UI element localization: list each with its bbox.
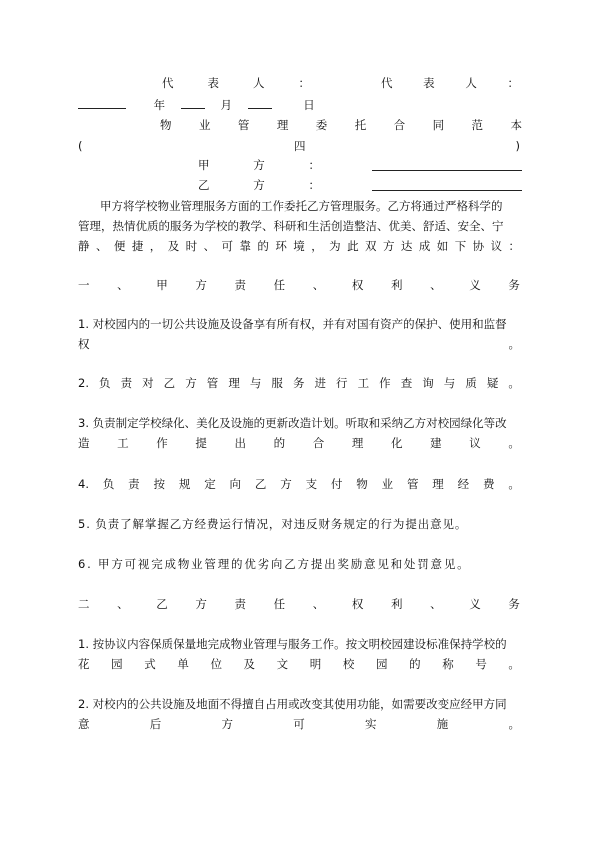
text-char: ： <box>507 76 519 90</box>
text-char: 一 <box>78 278 90 292</box>
text-char: 2. <box>78 376 89 390</box>
text-char: 花 <box>78 657 90 671</box>
text-char: 乙 <box>156 597 168 611</box>
text-char: 方 <box>382 239 395 253</box>
text-char: 务 <box>292 376 305 390</box>
text-char: 委 <box>315 118 328 132</box>
text-char: ： <box>508 239 520 253</box>
text-char: 行 <box>336 376 348 390</box>
month-label: 月 <box>220 98 232 112</box>
text-char: 号 <box>475 657 487 671</box>
text-char: 化 <box>391 436 403 450</box>
s2-item2-line2 <box>78 716 520 732</box>
text-char: 方 <box>195 278 207 292</box>
text-char: 双 <box>365 239 377 253</box>
text-char: 责 <box>128 477 140 491</box>
text-char: 、 <box>203 239 216 253</box>
text-char: 达 <box>400 239 413 253</box>
text-char: 。 <box>508 436 520 450</box>
text-char: 理 <box>351 436 364 450</box>
text-char: 甲 <box>156 278 168 292</box>
representative-left <box>162 75 310 91</box>
text-char: 查 <box>400 376 413 390</box>
text-char: 管 <box>406 477 419 491</box>
subtitle-number: 四 <box>294 139 306 153</box>
section-2-heading <box>78 596 520 612</box>
text-char: 利 <box>391 278 403 292</box>
text-char: 责 <box>120 376 133 390</box>
text-char: 、 <box>117 597 129 611</box>
day-blank <box>248 96 272 109</box>
text-char: 表 <box>207 76 219 90</box>
text-char: 施 <box>436 717 449 731</box>
text-char: 利 <box>391 597 403 611</box>
text-char: 经 <box>457 477 470 491</box>
text-char: 支 <box>305 477 318 491</box>
s1-item1-line2-end: 。 <box>508 337 520 351</box>
party-b-blank <box>372 178 522 191</box>
text-char: 管 <box>206 376 219 390</box>
text-char: 实 <box>365 717 377 731</box>
text-char: 二 <box>78 597 90 611</box>
text-char: 。 <box>508 376 520 390</box>
representative-right <box>381 75 519 91</box>
text-char: 疑 <box>486 376 499 390</box>
text-char: 单 <box>177 657 189 671</box>
text-char: 工 <box>357 376 370 390</box>
s1-item1-line2-start: 权 <box>78 337 90 351</box>
text-char: 提 <box>195 436 207 450</box>
text-char: 付 <box>330 477 343 491</box>
text-char: 义 <box>469 597 481 611</box>
text-char: 代 <box>162 76 174 90</box>
text-char: 、 <box>117 278 129 292</box>
text-char: 合 <box>393 118 406 132</box>
year-blank <box>78 96 126 109</box>
date-line <box>78 96 315 113</box>
text-char: 义 <box>469 278 481 292</box>
text-char: 质 <box>465 376 477 390</box>
text-char: 可 <box>221 239 233 253</box>
intro-line-3 <box>78 238 520 254</box>
text-char: 的 <box>257 239 269 253</box>
text-char: 为 <box>329 239 341 253</box>
text-char: 的 <box>273 436 286 450</box>
text-char: 负 <box>99 376 111 390</box>
text-char: 乙 <box>163 376 176 390</box>
text-char: 定 <box>204 477 216 491</box>
text-char: 本 <box>510 118 522 132</box>
text-char: 方 <box>280 477 292 491</box>
text-char: 作 <box>156 436 168 450</box>
text-char: 此 <box>347 239 359 253</box>
text-char: 文 <box>276 657 289 671</box>
text-char: 式 <box>144 657 156 671</box>
text-char: 人 <box>465 76 477 90</box>
text-char: 费 <box>482 477 495 491</box>
s1-item3-line1: 3. 负责制定学校绿化、美化及设施的更新改造计划。听取和采纳乙方对校园绿化等改 <box>78 416 507 430</box>
intro-line-1: 甲方将学校物业管理服务方面的工作委托乙方管理服务。乙方将通过严格科学的 <box>100 199 503 213</box>
s1-item1-line2 <box>78 336 520 352</box>
text-char: 向 <box>229 477 242 491</box>
text-char: 、 <box>312 278 325 292</box>
text-char: 务 <box>508 278 520 292</box>
text-char: 便 <box>113 239 126 253</box>
text-char: 建 <box>430 436 442 450</box>
s2-item2-line1: 2. 对校内的公共设施及地面不得擅自占用或改变其使用功能，如需要改变应经甲方同 <box>78 697 507 711</box>
s1-item4 <box>78 476 520 492</box>
text-char: 物 <box>356 477 368 491</box>
s2-item1-line2 <box>78 656 520 672</box>
text-char: 方 <box>195 597 207 611</box>
text-char: 物 <box>160 118 172 132</box>
text-char: 校 <box>342 657 355 671</box>
text-char: 责 <box>234 278 246 292</box>
text-char: 甲 <box>198 158 210 172</box>
text-char: 4. <box>78 477 89 491</box>
text-char: 环 <box>275 239 287 253</box>
text-char: 、 <box>95 239 108 253</box>
day-label: 日 <box>303 98 315 112</box>
text-char: 靠 <box>239 239 251 253</box>
text-char: ： <box>308 158 320 172</box>
text-char: 位 <box>210 657 222 671</box>
party-a-blank <box>372 158 522 171</box>
s1-item5: 5. 负责了解掌握乙方经费运行情况，对违反财务规定的行为提出意见。 <box>78 517 468 531</box>
text-char: 理 <box>276 118 289 132</box>
text-char: 与 <box>443 376 456 390</box>
text-char: 责 <box>234 597 246 611</box>
text-char: 成 <box>418 239 431 253</box>
text-char: ： <box>308 178 320 192</box>
year-label: 年 <box>153 98 166 112</box>
intro-line-2: 管理，热情优质的服务为学校的教学、科研和生活创造整洁、优美、舒适、安全、宁 <box>78 219 504 233</box>
text-char: ： <box>298 76 310 90</box>
text-char: 任 <box>273 278 286 292</box>
text-char: 境 <box>293 239 305 253</box>
text-char: 时 <box>185 239 198 253</box>
text-char: 造 <box>78 436 90 450</box>
text-char: 按 <box>153 477 166 491</box>
s2-item1-line1: 1. 按协议内容保质保量地完成物业管理与服务工作。按文明校园建设标准保持学校的 <box>78 637 507 651</box>
party-b-label <box>198 177 320 193</box>
text-char: 意 <box>78 717 90 731</box>
subtitle-open-paren: ( <box>78 139 83 153</box>
text-char: 工 <box>117 436 129 450</box>
text-char: 托 <box>354 118 367 132</box>
text-char: 、 <box>430 597 442 611</box>
text-char: 作 <box>379 376 391 390</box>
text-char: 方 <box>253 178 265 192</box>
text-char: 园 <box>111 657 123 671</box>
text-char: 及 <box>167 239 180 253</box>
s1-item3-line2 <box>78 435 520 451</box>
text-char: 务 <box>508 597 520 611</box>
text-char: 可 <box>293 717 305 731</box>
text-char: 园 <box>375 657 388 671</box>
text-char: 负 <box>102 477 115 491</box>
text-char: 乙 <box>254 477 267 491</box>
text-char: 规 <box>178 477 191 491</box>
text-char: 业 <box>198 118 211 132</box>
text-char: ， <box>149 239 162 253</box>
text-char: 权 <box>351 597 364 611</box>
text-char: 理 <box>228 376 240 390</box>
text-char: 业 <box>381 477 394 491</box>
text-char: 。 <box>508 477 520 491</box>
text-char: 合 <box>312 436 325 450</box>
text-char: 方 <box>185 376 197 390</box>
text-char: 静 <box>78 239 90 253</box>
section-1-heading <box>78 277 520 293</box>
text-char: 范 <box>471 118 483 132</box>
text-char: 称 <box>442 657 454 671</box>
text-char: 。 <box>508 717 520 731</box>
text-char: 明 <box>309 657 322 671</box>
text-char: 及 <box>243 657 256 671</box>
s1-item2 <box>78 375 520 391</box>
text-char: 。 <box>508 657 520 671</box>
document-title <box>160 117 522 133</box>
month-blank <box>181 96 205 109</box>
text-char: 乙 <box>198 178 210 192</box>
text-char: 表 <box>423 76 435 90</box>
s1-item6: 6. 甲方可视完成物业管理的优劣向乙方提出奖励意见和处罚意见。 <box>78 557 471 571</box>
text-char: 、 <box>430 278 442 292</box>
text-char: 理 <box>432 477 444 491</box>
text-char: 下 <box>454 239 467 253</box>
text-char: 的 <box>409 657 421 671</box>
text-char: 捷 <box>131 239 144 253</box>
text-char: 方 <box>253 158 265 172</box>
text-char: 进 <box>314 376 326 390</box>
text-char: 协 <box>472 239 485 253</box>
text-char: 议 <box>490 239 503 253</box>
text-char: 同 <box>432 118 445 132</box>
text-char: 权 <box>351 278 364 292</box>
subtitle-close-paren: ) <box>515 139 520 153</box>
text-char: 、 <box>312 597 325 611</box>
text-char: 后 <box>149 717 162 731</box>
party-a-label <box>198 157 320 173</box>
text-char: 询 <box>422 376 434 390</box>
text-char: 管 <box>237 118 250 132</box>
text-char: 议 <box>469 436 481 450</box>
text-char: 如 <box>436 239 449 253</box>
text-char: 与 <box>249 376 262 390</box>
text-char: 代 <box>381 76 393 90</box>
text-char: 任 <box>273 597 286 611</box>
s1-item1-line1: 1. 对校园内的一切公共设施及设备享有所有权，并有对国有资产的保护、使用和监督 <box>78 317 507 331</box>
text-char: 出 <box>234 436 246 450</box>
text-char: 对 <box>142 376 154 390</box>
text-char: 人 <box>253 76 265 90</box>
text-char: ， <box>311 239 323 253</box>
text-char: 服 <box>271 376 283 390</box>
text-char: 方 <box>221 717 233 731</box>
